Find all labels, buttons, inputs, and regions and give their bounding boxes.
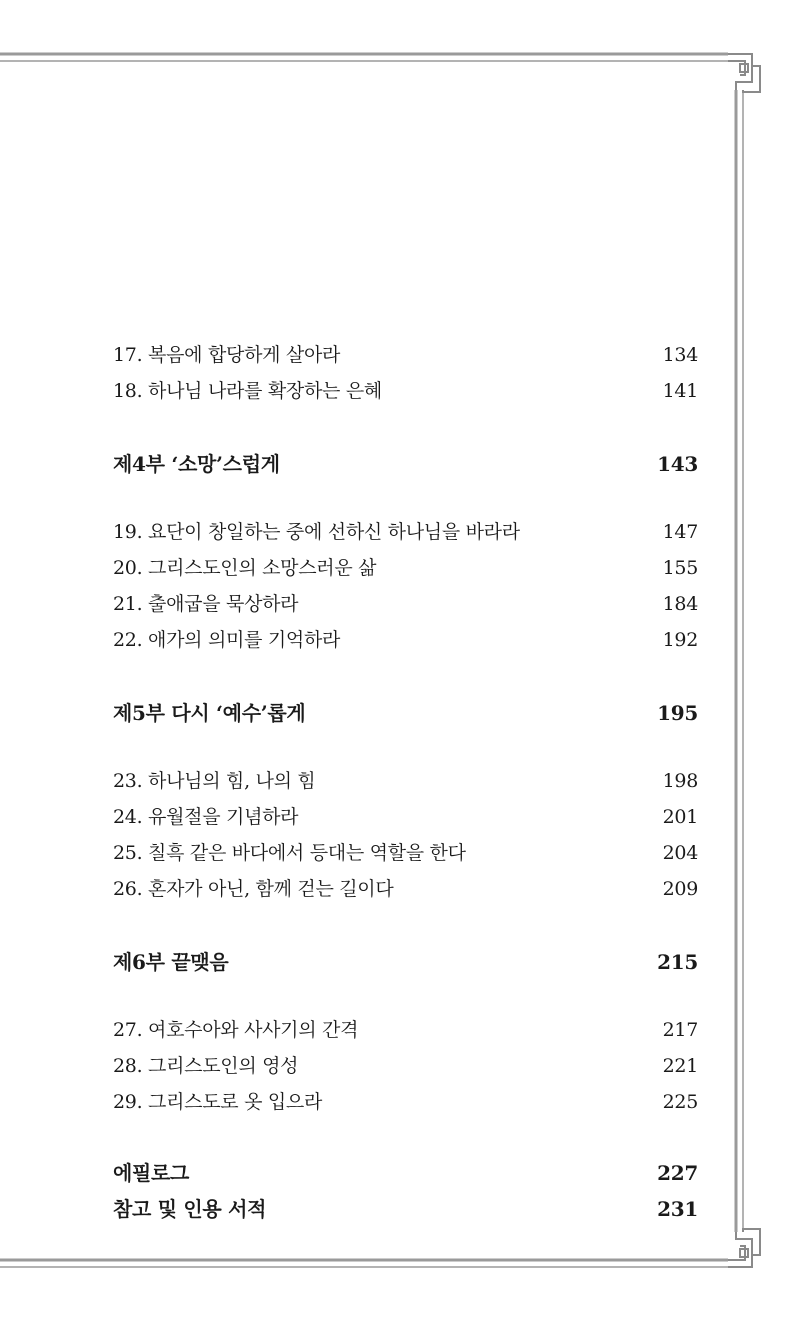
toc-entry-page: 209: [662, 878, 698, 900]
toc-entry-page: 201: [662, 806, 698, 828]
toc-entry-title: 25. 칠흑 같은 바다에서 등대는 역할을 한다: [113, 842, 466, 864]
toc-entry-page: 147: [662, 521, 698, 543]
toc-entry-page: 184: [662, 593, 698, 615]
table-of-contents: [113, 337, 698, 1227]
epilogue-page: 227: [657, 1161, 698, 1185]
toc-entry[interactable]: [113, 799, 698, 835]
toc-entry[interactable]: [113, 1084, 698, 1120]
references-page: 231: [657, 1197, 698, 1221]
toc-entry[interactable]: [113, 550, 698, 586]
toc-entry-page: 221: [662, 1055, 698, 1077]
toc-entry-title: 26. 혼자가 아닌, 함께 걷는 길이다: [113, 878, 394, 900]
references-entry[interactable]: [113, 1191, 698, 1227]
toc-entry-page: 198: [662, 770, 698, 792]
toc-entry-page: 192: [662, 629, 698, 651]
epilogue-entry[interactable]: [113, 1155, 698, 1191]
corner-ornament-bottom: [728, 1229, 760, 1267]
part-heading-6[interactable]: [113, 942, 698, 982]
toc-entry-page: 225: [662, 1091, 698, 1113]
toc-entry-title: 29. 그리스도로 옷 입으라: [113, 1091, 323, 1113]
toc-entry-title: 27. 여호수아와 사사기의 간격: [113, 1019, 359, 1041]
toc-entry[interactable]: [113, 763, 698, 799]
part-page: 195: [657, 701, 698, 725]
toc-entry-page: 204: [662, 842, 698, 864]
toc-entry-title: 19. 요단이 창일하는 중에 선하신 하나님을 바라라: [113, 521, 520, 543]
toc-entry[interactable]: [113, 1012, 698, 1048]
part-title: 제6부 끝맺음: [113, 950, 229, 974]
toc-entry-title: 28. 그리스도인의 영성: [113, 1055, 299, 1077]
part-title: 제4부 ‘소망’스럽게: [113, 452, 280, 476]
epilogue-title: 에필로그: [113, 1161, 190, 1185]
toc-entry[interactable]: [113, 373, 698, 409]
part-heading-4[interactable]: [113, 444, 698, 484]
corner-ornament-top: [728, 54, 760, 92]
toc-entry-page: 134: [662, 344, 698, 366]
toc-entry[interactable]: [113, 622, 698, 658]
toc-entry[interactable]: [113, 586, 698, 622]
toc-entry-title: 22. 애가의 의미를 기억하라: [113, 629, 341, 651]
part-page: 143: [657, 452, 698, 476]
toc-entry-title: 23. 하나님의 힘, 나의 힘: [113, 770, 316, 792]
toc-entry-page: 155: [662, 557, 698, 579]
toc-entry-title: 24. 유월절을 기념하라: [113, 806, 299, 828]
toc-entry[interactable]: [113, 1048, 698, 1084]
toc-entry-title: 18. 하나님 나라를 확장하는 은혜: [113, 380, 382, 402]
toc-entry[interactable]: [113, 337, 698, 373]
toc-entry-page: 141: [662, 380, 698, 402]
toc-entry[interactable]: [113, 514, 698, 550]
toc-entry-title: 17. 복음에 합당하게 살아라: [113, 344, 341, 366]
part-title: 제5부 다시 ‘예수’롭게: [113, 701, 306, 725]
toc-entry-title: 21. 출애굽을 묵상하라: [113, 593, 299, 615]
part-heading-5[interactable]: [113, 693, 698, 733]
toc-entry[interactable]: [113, 835, 698, 871]
toc-entry[interactable]: [113, 871, 698, 907]
toc-entry-page: 217: [662, 1019, 698, 1041]
references-title: 참고 및 인용 서적: [113, 1197, 267, 1221]
toc-entry-title: 20. 그리스도인의 소망스러운 삶: [113, 557, 377, 579]
part-page: 215: [657, 950, 698, 974]
